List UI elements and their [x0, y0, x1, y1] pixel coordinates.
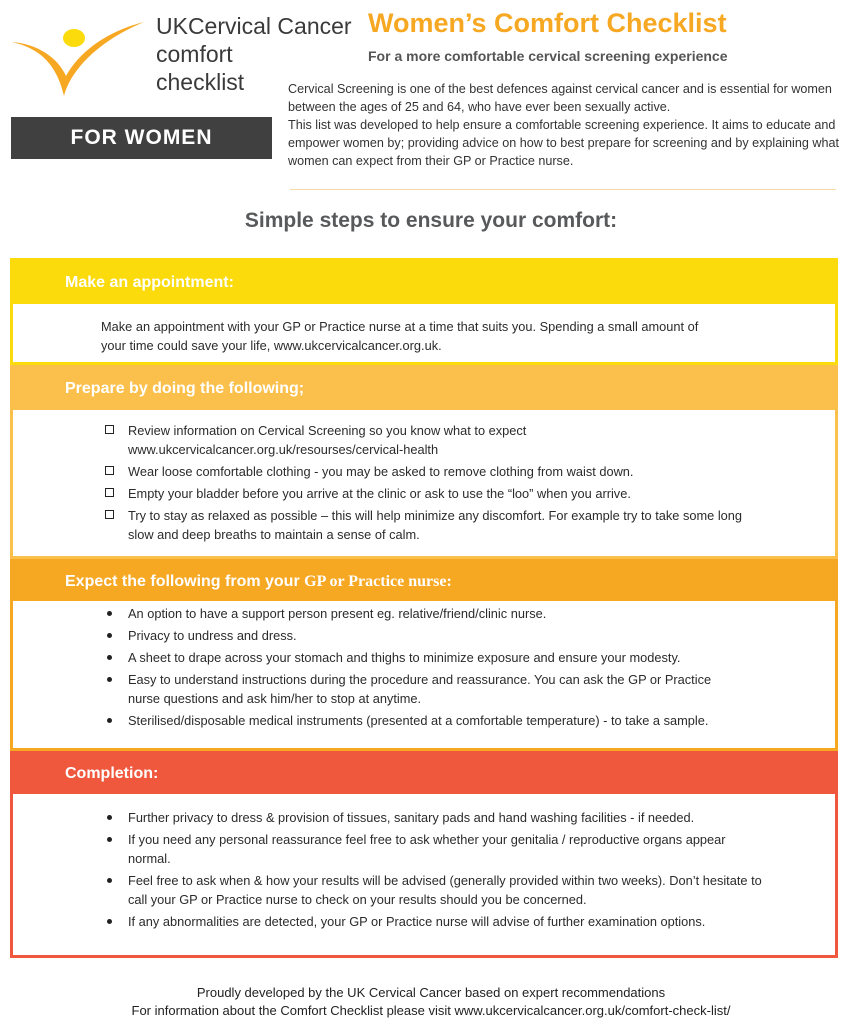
brand-line-3: checklist [156, 69, 245, 95]
checklist-item: Empty your bladder before you arrive at the clinic or ask to use the “loo” when you arrive. [103, 484, 743, 503]
section-expect-body [13, 601, 835, 748]
section-appointment-body [13, 304, 835, 362]
section-completion [10, 751, 838, 958]
steps-heading: Simple steps to ensure your comfort: [244, 209, 618, 232]
list-item: An option to have a support person present eg. relative/friend/clinic nurse. [103, 604, 743, 623]
section-appointment [10, 258, 838, 365]
footer-line-2: For information about the Comfort Checklist please visit www.ukcervicalcancer.org.uk/comfort-check-list/ [131, 1003, 731, 1018]
footer-line-1: Proudly developed by the UK Cervical Cancer based on expert recommendations [196, 985, 666, 1000]
list-item: Easy to understand instructions during the procedure and reassurance. You can ask the GP or Practice nurse questions and ask him/her to stop at anytime. [103, 670, 743, 708]
checklist-item: Review information on Cervical Screening so you know what to expect www.ukcervicalcancer.org.uk/resourses/cervical-health [103, 421, 743, 459]
page-title: Women’s Comfort Checklist [368, 8, 727, 38]
section-prepare-body [13, 410, 835, 556]
section-completion-title: Completion: [13, 754, 835, 794]
section-expect-title-prefix: Expect the following from your [65, 572, 305, 590]
divider [290, 189, 836, 190]
list-item: A sheet to drape across your stomach and thighs to minimize exposure and ensure your modesty. [103, 648, 743, 667]
section-appointment-title: Make an appointment: [13, 261, 835, 304]
footer [0, 984, 862, 1020]
section-prepare-title: Prepare by doing the following; [13, 368, 835, 410]
for-women-banner: FOR WOMEN [11, 117, 272, 159]
section-prepare [10, 365, 838, 559]
list-item: Sterilised/disposable medical instruments (presented at a comfortable temperature) - to take a sample. [103, 711, 743, 730]
list-item: If any abnormalities are detected, your GP or Practice nurse will advise of further examination options. [103, 912, 763, 931]
intro-text [288, 80, 848, 170]
page-subtitle: For a more comfortable cervical screening experience [368, 48, 728, 64]
logo-swoosh-icon [8, 14, 148, 104]
list-item: Further privacy to dress & provision of tissues, sanitary pads and hand washing facilities - if needed. [103, 808, 763, 827]
checklist-item: Wear loose comfortable clothing - you may be asked to remove clothing from waist down. [103, 462, 743, 481]
list-item: Feel free to ask when & how your results will be advised (generally provided within two weeks). Don’t hesitate to call your GP or Practice nurse to check on your results should you be concerned. [103, 871, 763, 909]
section-expect [10, 559, 838, 751]
section-expect-title-suffix: GP or Practice nurse: [304, 572, 452, 590]
list-item: Privacy to undress and dress. [103, 626, 743, 645]
appointment-text: Make an appointment with your GP or Practice nurse at a time that suits you. Spending a small amount of your time could save your life, www.ukcervicalcancer.org.uk. [101, 319, 699, 353]
checklist-item: Try to stay as relaxed as possible – this will help minimize any discomfort. For example try to take some long slow and deep breaths to maintain a sense of calm. [103, 506, 743, 544]
intro-paragraph-2: This list was developed to help ensure a comfortable screening experience. It aims to educate and empower women by; providing advice on how to best prepare for screening and by explaining what women can expect from their GP or Practice nurse. [288, 118, 839, 168]
brand-line-2: comfort [156, 41, 233, 67]
list-item: If you need any personal reassurance feel free to ask whether your genitalia / reproductive organs appear normal. [103, 830, 763, 868]
intro-paragraph-1: Cervical Screening is one of the best defences against cervical cancer and is essential for women between the ages of 25 and 64, who have ever been sexually active. [288, 82, 832, 114]
brand-line-1: UKCervical Cancer [156, 13, 352, 39]
section-expect-title [13, 562, 835, 601]
section-completion-body [13, 794, 835, 955]
